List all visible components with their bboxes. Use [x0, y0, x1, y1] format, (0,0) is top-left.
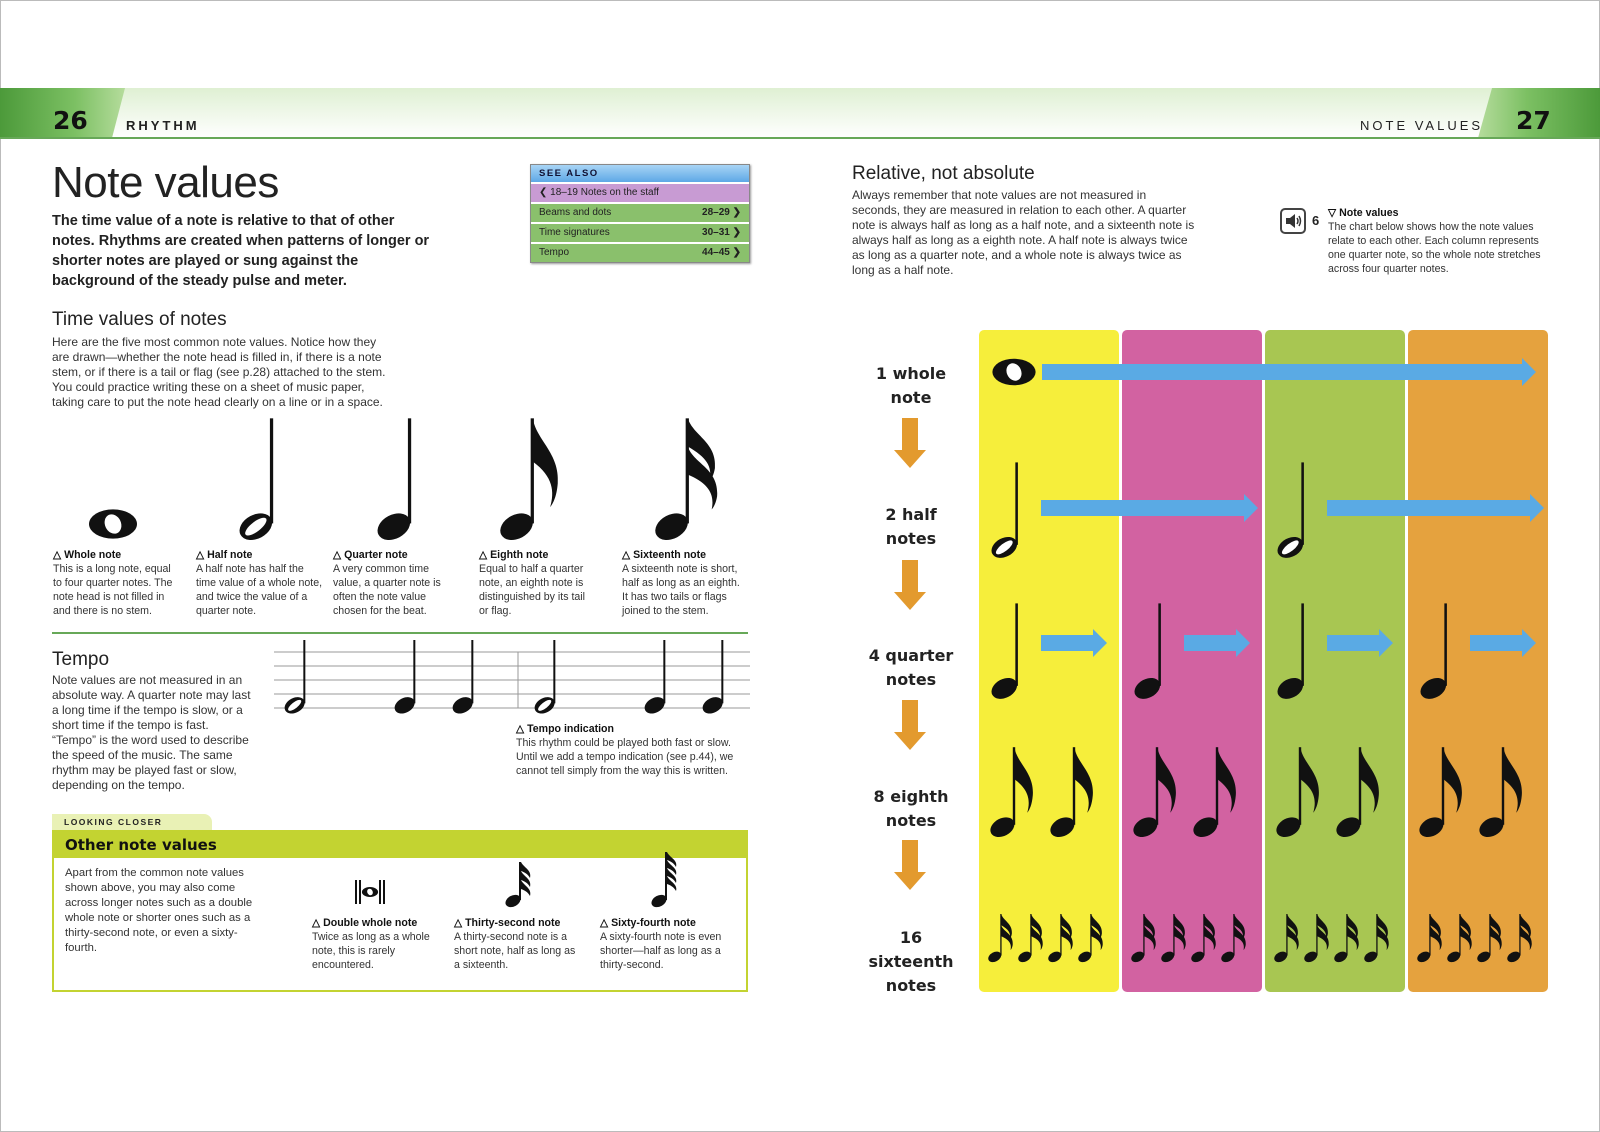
orange-down-arrow — [894, 840, 926, 890]
half-note-mark — [988, 462, 1021, 562]
blue-duration-arrow — [1327, 629, 1393, 657]
sixteenth-note-mark — [1159, 914, 1185, 964]
sixteenth-note-mark — [1076, 914, 1102, 964]
sixteenth-note-mark — [1302, 914, 1328, 964]
row-label-sixteenth: 16 sixteenth notes — [868, 928, 954, 995]
whole-note-caption: △ Whole note This is a long note, equal to four quarter notes. The note head is not filled in and there is no stem. — [53, 549, 173, 617]
tempo-body: Note values are not measured in an absolute way. A quarter note may last a long time if the tempo is slow, or a short time if the tempo is fast. “Tempo” is the word used to describe the speed of the music. The same rhythm may be played fast or slow, depending on the tempo. — [52, 673, 251, 792]
sixteenth-note-mark — [1272, 914, 1298, 964]
half-note-mark — [1274, 462, 1307, 562]
sixteenth-note-mark — [1475, 914, 1501, 964]
looking-closer-tab: LOOKING CLOSER — [52, 814, 212, 830]
eighth-note-mark — [1273, 747, 1319, 841]
audio-caption: ▽ Note values The chart below shows how the note values relate to each other. Each column represents one quarter note, so the whole note stretches across four quarter notes. — [1328, 207, 1541, 275]
blue-duration-arrow — [1470, 629, 1536, 657]
row-label-whole: 1 whole note — [875, 364, 947, 407]
looking-closer-body: Apart from the common note values shown above, you may also come across longer notes such as a double whole note or shorter ones such as a thirty-second note, or even a sixty-fourth. — [65, 867, 253, 954]
see-also-item[interactable]: Time signatures 30–31 ❯ — [531, 222, 749, 242]
blue-duration-arrow — [1041, 494, 1258, 522]
sixteenth-note-mark — [1362, 914, 1388, 964]
row-label-half: 2 half notes — [885, 505, 937, 548]
thirty-second-note-caption: △ Thirty-second note A thirty-second note is a short note, half as long as a sixteenth. — [454, 917, 576, 971]
orange-down-arrow — [894, 700, 926, 750]
sixteenth-note-mark — [986, 914, 1012, 964]
audio-track-number: 6 — [1312, 213, 1320, 228]
see-also-item[interactable]: Tempo 44–45 ❯ — [531, 242, 749, 262]
tempo-caption: △ Tempo indication This rhythm could be played both fast or slow. Until we add a tempo indication (see p.44), we cannot tell simply from the way this is written. — [516, 723, 734, 777]
whole-note-mark — [992, 359, 1035, 385]
right-running-head: NOTE VALUES — [1360, 118, 1484, 133]
orange-down-arrow — [894, 418, 926, 468]
tempo-heading: Tempo — [52, 649, 110, 670]
eighth-note-mark — [1476, 747, 1522, 841]
orange-down-arrow — [894, 560, 926, 610]
blue-duration-arrow — [1042, 358, 1536, 386]
row-label-eighth: 8 eighth notes — [873, 787, 949, 830]
sixteenth-note-mark — [1016, 914, 1042, 964]
double-whole-note-caption: △ Double whole note Twice as long as a whole note, this is rarely encountered. — [312, 917, 430, 971]
blue-duration-arrow — [1327, 494, 1544, 522]
quarter-note-mark — [1131, 603, 1164, 703]
left-page-number: 26 — [53, 106, 88, 135]
relative-body: Always remember that note values are not measured in seconds, they are measured in relation to each other. A quarter note is always half as long as a half note, and a sixteenth note is always half as long as a eighth note. A half note is always twice as long as a quarter note, and a whole note is always twice as long as a half note. — [852, 188, 1195, 277]
blue-duration-arrow — [1184, 629, 1250, 657]
eighth-note-mark — [1190, 747, 1236, 841]
sixteenth-note-mark — [1415, 914, 1441, 964]
sixteenth-note-caption: △ Sixteenth note A sixteenth note is short, half as long as an eighth. It has two tails or flags joined to the stem. — [622, 549, 740, 617]
sixteenth-note-mark — [1505, 914, 1531, 964]
sixteenth-note-mark — [1189, 914, 1215, 964]
sixteenth-note-mark — [1219, 914, 1245, 964]
time-values-body: Here are the five most common note values. Notice how they are drawn—whether the note head is filled in, if there is a note stem, or if there is a tail or flag (see p.28) attached to the stem. You could practice writing these on a sheet of music paper, taking care to put the note head clearly on a line or in a space. — [52, 335, 386, 409]
sixteenth-note-mark — [1129, 914, 1155, 964]
left-running-head: RHYTHM — [126, 118, 200, 133]
half-note-caption: △ Half note A half note has half the time value of a whole note, and twice the value of a quarter note. — [196, 549, 323, 617]
relative-heading: Relative, not absolute — [852, 163, 1035, 184]
row-label-quarter: 4 quarter notes — [868, 646, 954, 689]
sixty-fourth-note-caption: △ Sixty-fourth note A sixty-fourth note is even shorter—half as long as a thirty-second. — [600, 917, 722, 971]
quarter-note-mark — [1274, 603, 1307, 703]
eighth-note-mark — [1416, 747, 1462, 841]
sixteenth-note-mark — [1332, 914, 1358, 964]
eighth-note-mark — [1047, 747, 1093, 841]
quarter-note-mark — [1417, 603, 1450, 703]
sixteenth-note-mark — [1445, 914, 1471, 964]
eighth-note-caption: △ Eighth note Equal to half a quarter note, an eighth note is distinguished by its tail or flag. — [479, 549, 585, 617]
lead-paragraph: The time value of a note is relative to that of other notes. Rhythms are created when patterns of longer or shorter notes are played or sung against the background of the steady pulse and meter. — [52, 213, 430, 289]
quarter-note-mark — [988, 603, 1021, 703]
page-title: Note values — [52, 158, 279, 207]
see-also-item[interactable]: ❮ 18–19 Notes on the staff — [531, 182, 749, 202]
blue-duration-arrow — [1041, 629, 1107, 657]
right-page-number: 27 — [1516, 106, 1551, 135]
time-values-heading: Time values of notes — [52, 309, 227, 330]
looking-closer-heading: Other note values — [54, 832, 746, 858]
sixteenth-note-mark — [1046, 914, 1072, 964]
see-also-item[interactable]: Beams and dots 28–29 ❯ — [531, 202, 749, 222]
eighth-note-mark — [987, 747, 1033, 841]
eighth-note-mark — [1130, 747, 1176, 841]
quarter-note-caption: △ Quarter note A very common time value, a quarter note is often the note value chosen for the beat. — [333, 549, 441, 617]
eighth-note-mark — [1333, 747, 1379, 841]
see-also-heading: SEE ALSO — [531, 165, 749, 182]
